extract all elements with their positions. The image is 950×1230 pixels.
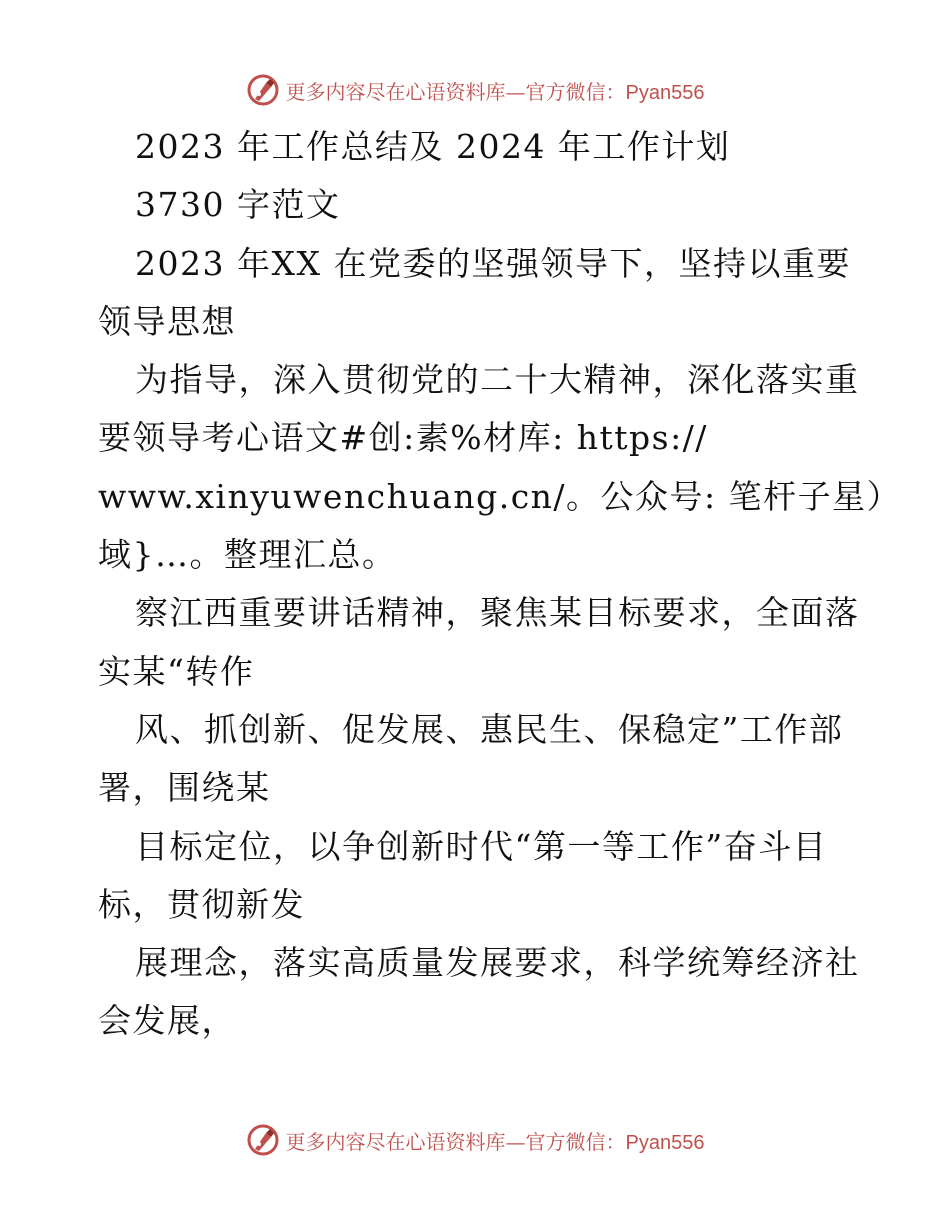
pen-nib-circle-logo-icon [246,73,280,107]
document-line: 领导思想 [98,301,236,341]
document-line: 3730 字范文 [135,185,341,225]
document-line: 风、抓创新、促发展、惠民生、保稳定”工作部 [135,709,844,749]
document-line: 2023 年XX 在党委的坚强领导下，坚持以重要 [135,243,851,283]
document-body [98,118,902,1051]
document-line: 标，贯彻新发 [98,884,305,924]
document-line: 2023 年工作总结及 2024 年工作计划 [135,127,731,166]
document-line: 会发展， [98,1001,236,1041]
document-line: 为指导，深入贯彻党的二十大精神，深化落实重 [135,360,860,400]
footer-banner-text: 更多内容尽在心语资料库—官方微信：Pyan556 [285,1129,705,1154]
document-line: 实某“转作 [98,651,255,691]
document-line: 察江西重要讲话精神，聚焦某目标要求，全面落 [135,593,860,633]
pen-nib-circle-logo-icon [246,1123,280,1157]
header-banner-text: 更多内容尽在心语资料库—官方微信：Pyan556 [285,79,705,104]
document-line: 署，围绕某 [98,768,271,808]
document-line: www.xinyuwenchuang.cn/。公众号: 笔杆子星） [98,476,902,516]
header-banner [0,70,950,110]
footer-banner [0,1120,950,1160]
document-line: 展理念，落实高质量发展要求，科学统筹经济社 [135,943,860,983]
document-line: 域}…。整理汇总。 [98,535,397,575]
document-line: 目标定位，以争创新时代“第一等工作”奋斗目 [135,826,828,866]
document-line: 要领导考心语文#创:素%材库: https:// [98,418,708,458]
